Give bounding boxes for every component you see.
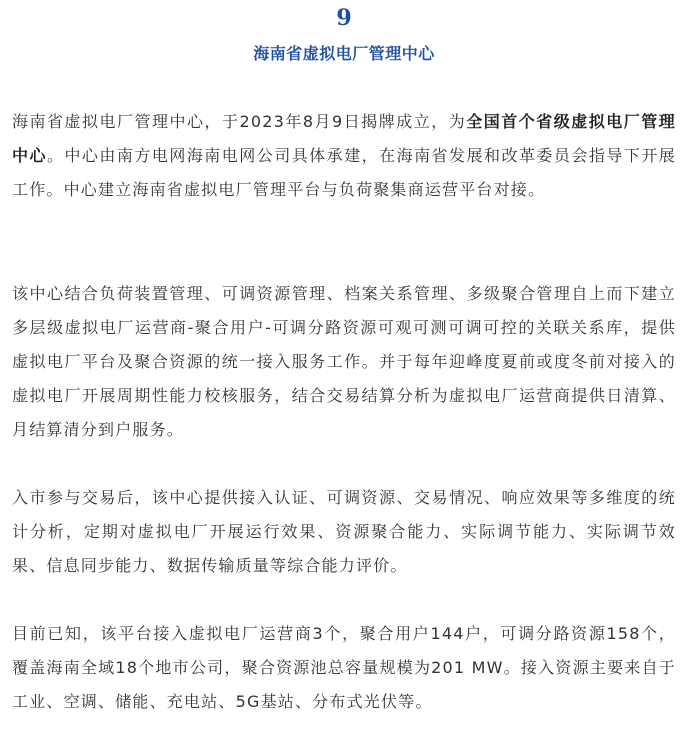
section-number: 9 bbox=[336, 5, 352, 31]
paragraph-intro-emphasis: 全国首个省级虚拟电厂管理中心 bbox=[12, 112, 676, 165]
paragraph-intro bbox=[12, 105, 676, 207]
paragraph-intro-text-before: 海南省虚拟电厂管理中心，于2023年8月9日揭牌成立，为 bbox=[12, 112, 467, 131]
paragraph-functions: 该中心结合负荷装置管理、可调资源管理、档案关系管理、多级聚合管理自上而下建立多层级虚拟电厂运营商-聚合用户-可调分路资源可观可测可调可控的关联关系库，提供虚拟电厂平台及聚合资源的统一接入服务工作。并于每年迎峰度夏前或度冬前对接入的虚拟电厂开展周期性能力校核服务，结合交易结算分析为虚拟电厂运营商提供日清算、月结算清分到户服务。 bbox=[12, 284, 676, 439]
section-title: 海南省虚拟电厂管理中心 bbox=[253, 44, 435, 63]
paragraph-evaluation: 入市参与交易后，该中心提供接入认证、可调资源、交易情况、响应效果等多维度的统计分析，定期对虚拟电厂开展运行效果、资源聚合能力、实际调节能力、实际调节效果、信息同步能力、数据传输质量等综合能力评价。 bbox=[12, 488, 676, 575]
paragraph-intro-text-after: 。中心由南方电网海南电网公司具体承建，在海南省发展和改革委员会指导下开展工作。中心建立海南省虚拟电厂管理平台与负荷聚集商运营平台对接。 bbox=[12, 146, 676, 199]
paragraph-statistics: 目前已知，该平台接入虚拟电厂运营商3个，聚合用户144户，可调分路资源158个，覆盖海南全域18个地市公司，聚合资源池总容量规模为201 MW。接入资源主要来自于工业、空调、储能、充电站、5G基站、分布式光伏等。 bbox=[12, 624, 676, 711]
